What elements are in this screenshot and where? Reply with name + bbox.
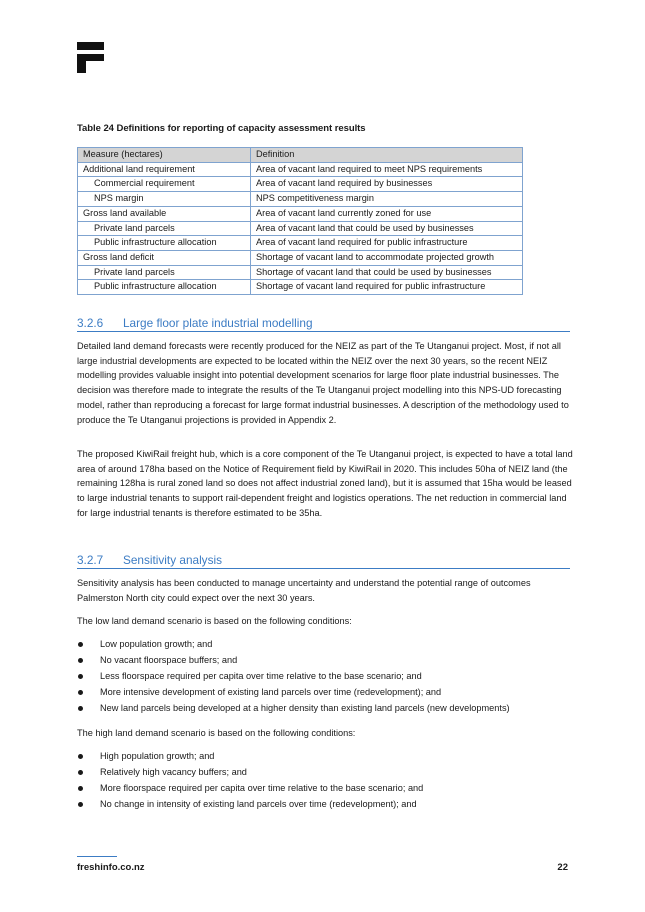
- list-item: [77, 764, 577, 780]
- column-header: Definition: [251, 148, 523, 163]
- list-item-text: No vacant floorspace buffers; and: [100, 655, 238, 665]
- measure-cell: Private land parcels: [78, 221, 251, 236]
- column-header: Measure (hectares): [78, 148, 251, 163]
- bullet-icon: [78, 706, 83, 711]
- list-item-text: High population growth; and: [100, 751, 215, 761]
- measure-cell: Private land parcels: [78, 265, 251, 280]
- definition-cell: Area of vacant land required to meet NPS requirements: [251, 162, 523, 177]
- bullet-icon: [78, 802, 83, 807]
- list-item: [77, 748, 577, 764]
- list-item: [77, 780, 577, 796]
- section-title: Large floor plate industrial modelling: [123, 316, 313, 330]
- paragraph: The low land demand scenario is based on the following conditions:: [77, 616, 352, 626]
- footer-website: freshinfo.co.nz: [77, 862, 145, 873]
- measure-cell: Public infrastructure allocation: [78, 280, 251, 295]
- footer-rule: [77, 856, 117, 857]
- paragraph: Detailed land demand forecasts were recently produced for the NEIZ as part of the Te Utanganui project. Most, if not all large industrial developments are expected to be located within the NEIZ over the next 30 years, so the recent NEIZ modelling provides valuable insight into potential development scenarios for large floor plate industrial businesses. The decision was therefore made to integrate the results of the Te Utanganui project modelling into this NPS-UD forecasting model, rather than reproducing a forecast for large format industrial businesses. A description of the methodology used to produce the Te Utanganui projections is provided in Appendix 2.: [77, 341, 569, 425]
- paragraph: Sensitivity analysis has been conducted to manage uncertainty and understand the potential range of outcomes Palmerston North city could expect over the next 30 years.: [77, 578, 531, 603]
- list-item: [77, 652, 577, 668]
- list-item: [77, 684, 577, 700]
- table-row: [78, 265, 523, 280]
- definition-cell: Area of vacant land currently zoned for use: [251, 206, 523, 221]
- list-item: [77, 636, 577, 652]
- list-item: [77, 796, 577, 812]
- list-item-text: More intensive development of existing land parcels over time (redevelopment); and: [100, 687, 442, 697]
- section-heading-3-2-6: [77, 316, 570, 332]
- section-heading-3-2-7: [77, 553, 570, 569]
- table-row: [78, 221, 523, 236]
- table-caption: Table 24 Definitions for reporting of capacity assessment results: [77, 123, 366, 134]
- definition-cell: Shortage of vacant land required for public infrastructure: [251, 280, 523, 295]
- list-item: [77, 700, 577, 716]
- section-number: 3.2.7: [77, 553, 104, 567]
- bullet-icon: [78, 658, 83, 663]
- section-number: 3.2.6: [77, 316, 104, 330]
- table-row: [78, 250, 523, 265]
- list-item: [77, 668, 577, 684]
- table-header-row: [78, 148, 523, 163]
- bullet-icon: [78, 674, 83, 679]
- definition-cell: Area of vacant land that could be used by businesses: [251, 221, 523, 236]
- paragraph: The high land demand scenario is based on the following conditions:: [77, 728, 356, 738]
- table-row: [78, 206, 523, 221]
- high-scenario-list: [77, 748, 577, 812]
- list-item-text: New land parcels being developed at a higher density than existing land parcels (new developments): [100, 703, 510, 713]
- table-row: [78, 236, 523, 251]
- table-row: [78, 280, 523, 295]
- list-item-text: Low population growth; and: [100, 639, 213, 649]
- measure-cell: Gross land available: [78, 206, 251, 221]
- definition-cell: Shortage of vacant land to accommodate projected growth: [251, 250, 523, 265]
- bullet-icon: [78, 770, 83, 775]
- section-title: Sensitivity analysis: [123, 553, 223, 567]
- definitions-table: [77, 147, 523, 295]
- definition-cell: Area of vacant land required for public infrastructure: [251, 236, 523, 251]
- bullet-icon: [78, 786, 83, 791]
- list-item-text: More floorspace required per capita over time relative to the base scenario; and: [100, 783, 424, 793]
- list-item-text: No change in intensity of existing land parcels over time (redevelopment); and: [100, 799, 417, 809]
- measure-cell: Gross land deficit: [78, 250, 251, 265]
- table-row: [78, 162, 523, 177]
- definition-cell: Area of vacant land required by businesses: [251, 177, 523, 192]
- table-row: [78, 177, 523, 192]
- list-item-text: Less floorspace required per capita over time relative to the base scenario; and: [100, 671, 422, 681]
- bullet-icon: [78, 690, 83, 695]
- paragraph: The proposed KiwiRail freight hub, which is a core component of the Te Utanganui project, is expected to have a total land area of around 178ha based on the Notice of Requirement field by KiwiRail in 2020. This includes 50ha of NEIZ land (the remaining 128ha is rural zoned land so does not affect industrial zoned land), but it is assumed that 15ha would be leased to large industrial tenants to support rail-dependent freight and logistics operations. The net reduction in commercial land for large industrial tenants is therefore estimated to be 35ha.: [77, 449, 573, 518]
- list-item-text: Relatively high vacancy buffers; and: [100, 767, 247, 777]
- table-row: [78, 192, 523, 207]
- measure-cell: Commercial requirement: [78, 177, 251, 192]
- measure-cell: Additional land requirement: [78, 162, 251, 177]
- brand-logo: [77, 42, 104, 73]
- bullet-icon: [78, 642, 83, 647]
- page-number: 22: [557, 862, 568, 873]
- measure-cell: NPS margin: [78, 192, 251, 207]
- definition-cell: Shortage of vacant land that could be used by businesses: [251, 265, 523, 280]
- definition-cell: NPS competitiveness margin: [251, 192, 523, 207]
- measure-cell: Public infrastructure allocation: [78, 236, 251, 251]
- bullet-icon: [78, 754, 83, 759]
- low-scenario-list: [77, 636, 577, 716]
